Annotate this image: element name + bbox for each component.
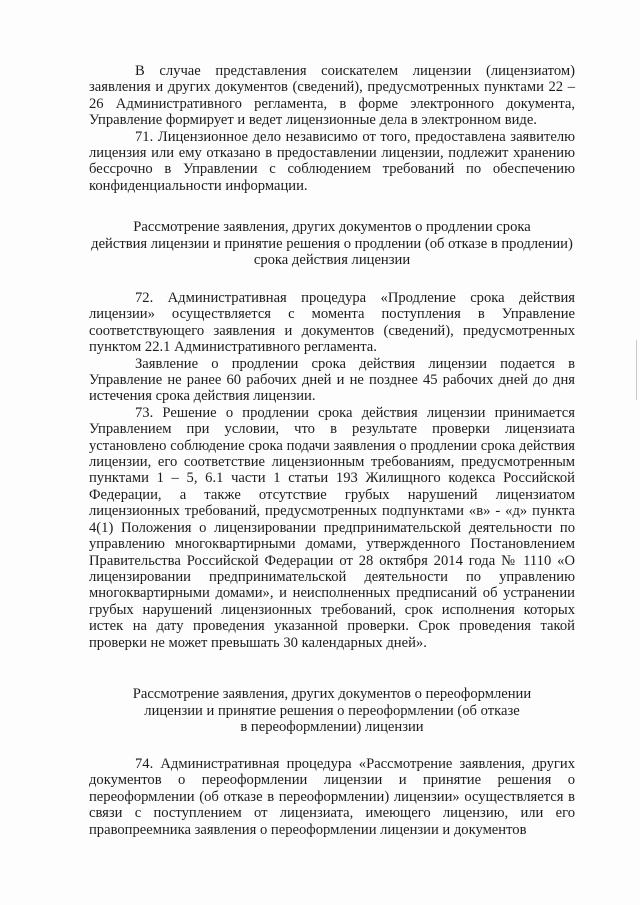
- heading-line: лицензии и принятие решения о переоформлении (об отказе: [144, 702, 520, 719]
- heading-line: Рассмотрение заявления, других документов о переоформлении: [132, 686, 532, 702]
- section-heading-reissue: [89, 686, 575, 736]
- paragraph-72: 72. Административная процедура «Продление срока действия лицензии» осуществляется с момента поступления в Управление соответствующего заявления и документов (сведений), предусмотренных пунктом 22.1 Административного регламента.: [89, 290, 575, 356]
- heading-line: Рассмотрение заявления, других документов о продлении срока: [133, 219, 531, 235]
- scan-edge-mark: [636, 340, 637, 400]
- paragraph-block-intro: [89, 63, 575, 194]
- heading-line: срока действия лицензии: [253, 252, 411, 269]
- paragraph-72-application: Заявление о продлении срока действия лицензии подается в Управление не ранее 60 рабочих дней и не позднее 45 рабочих дней до дня истечения срока действия лицензии.: [89, 355, 575, 405]
- paragraph-74: 74. Административная процедура «Рассмотрение заявления, других документов о переоформлении лицензии и принятие решения о переоформлении (об отказе в переоформлении) лицензии» осуществляется в связи с поступлением от лицензиата, имеющего лицензию, или его правопреемника заявления о переоформлении лицензии и документов: [89, 756, 575, 838]
- paragraph-73: 73. Решение о продлении срока действия лицензии принимается Управлением при условии, что в результате проверки лицензиата установлено соблюдение срока подачи заявления о продлении срока действия лицензии, его соответствие лицензионным требованиям, предусмотренным пунктами 1 – 5, 6.1 части 1 статьи 193 Жилищного кодекса Российской Федерации, а также отсутствие грубых нарушений лицензиатом лицензионных требований, предусмотренных подпунктами «в» - «д» пункта 4(1) Положения о лицензировании предпринимательской деятельности по управлению многоквартирными домами, утвержденного Постановлением Правительства Российской Федерации от 28 октября 2014 года № 1110 «О лицензировании предпринимательской деятельности по управлению многоквартирными домами», и неисполненных предписаний об устранении грубых нарушений лицензионных требований, срок исполнения которых истек на дату проведения указанной проверки. Срок проведения такой проверки не может превышать 30 календарных дней».: [89, 404, 575, 651]
- paragraph-block-reissue: [89, 756, 575, 838]
- heading-line: действия лицензии и принятие решения о продлении (об отказе в продлении): [91, 235, 573, 252]
- section-heading-renewal: [89, 219, 575, 269]
- paragraph-71: 71. Лицензионное дело независимо от того, предоставлена заявителю лицензия или ему отказано в предоставлении лицензии, подлежит хранению бессрочно в Управлении с соблюдением требований по обеспечению конфиденциальности информации.: [89, 128, 575, 194]
- paragraph-block-renewal: [89, 290, 575, 651]
- heading-line: в переоформлении) лицензии: [240, 719, 424, 736]
- paragraph-intro: В случае представления соискателем лицензии (лицензиатом) заявления и других документов (сведений), предусмотренных пунктами 22 – 26 Административного регламента, в форме электронного документа, Управление формирует и ведет лицензионные дела в электронном виде.: [89, 63, 575, 129]
